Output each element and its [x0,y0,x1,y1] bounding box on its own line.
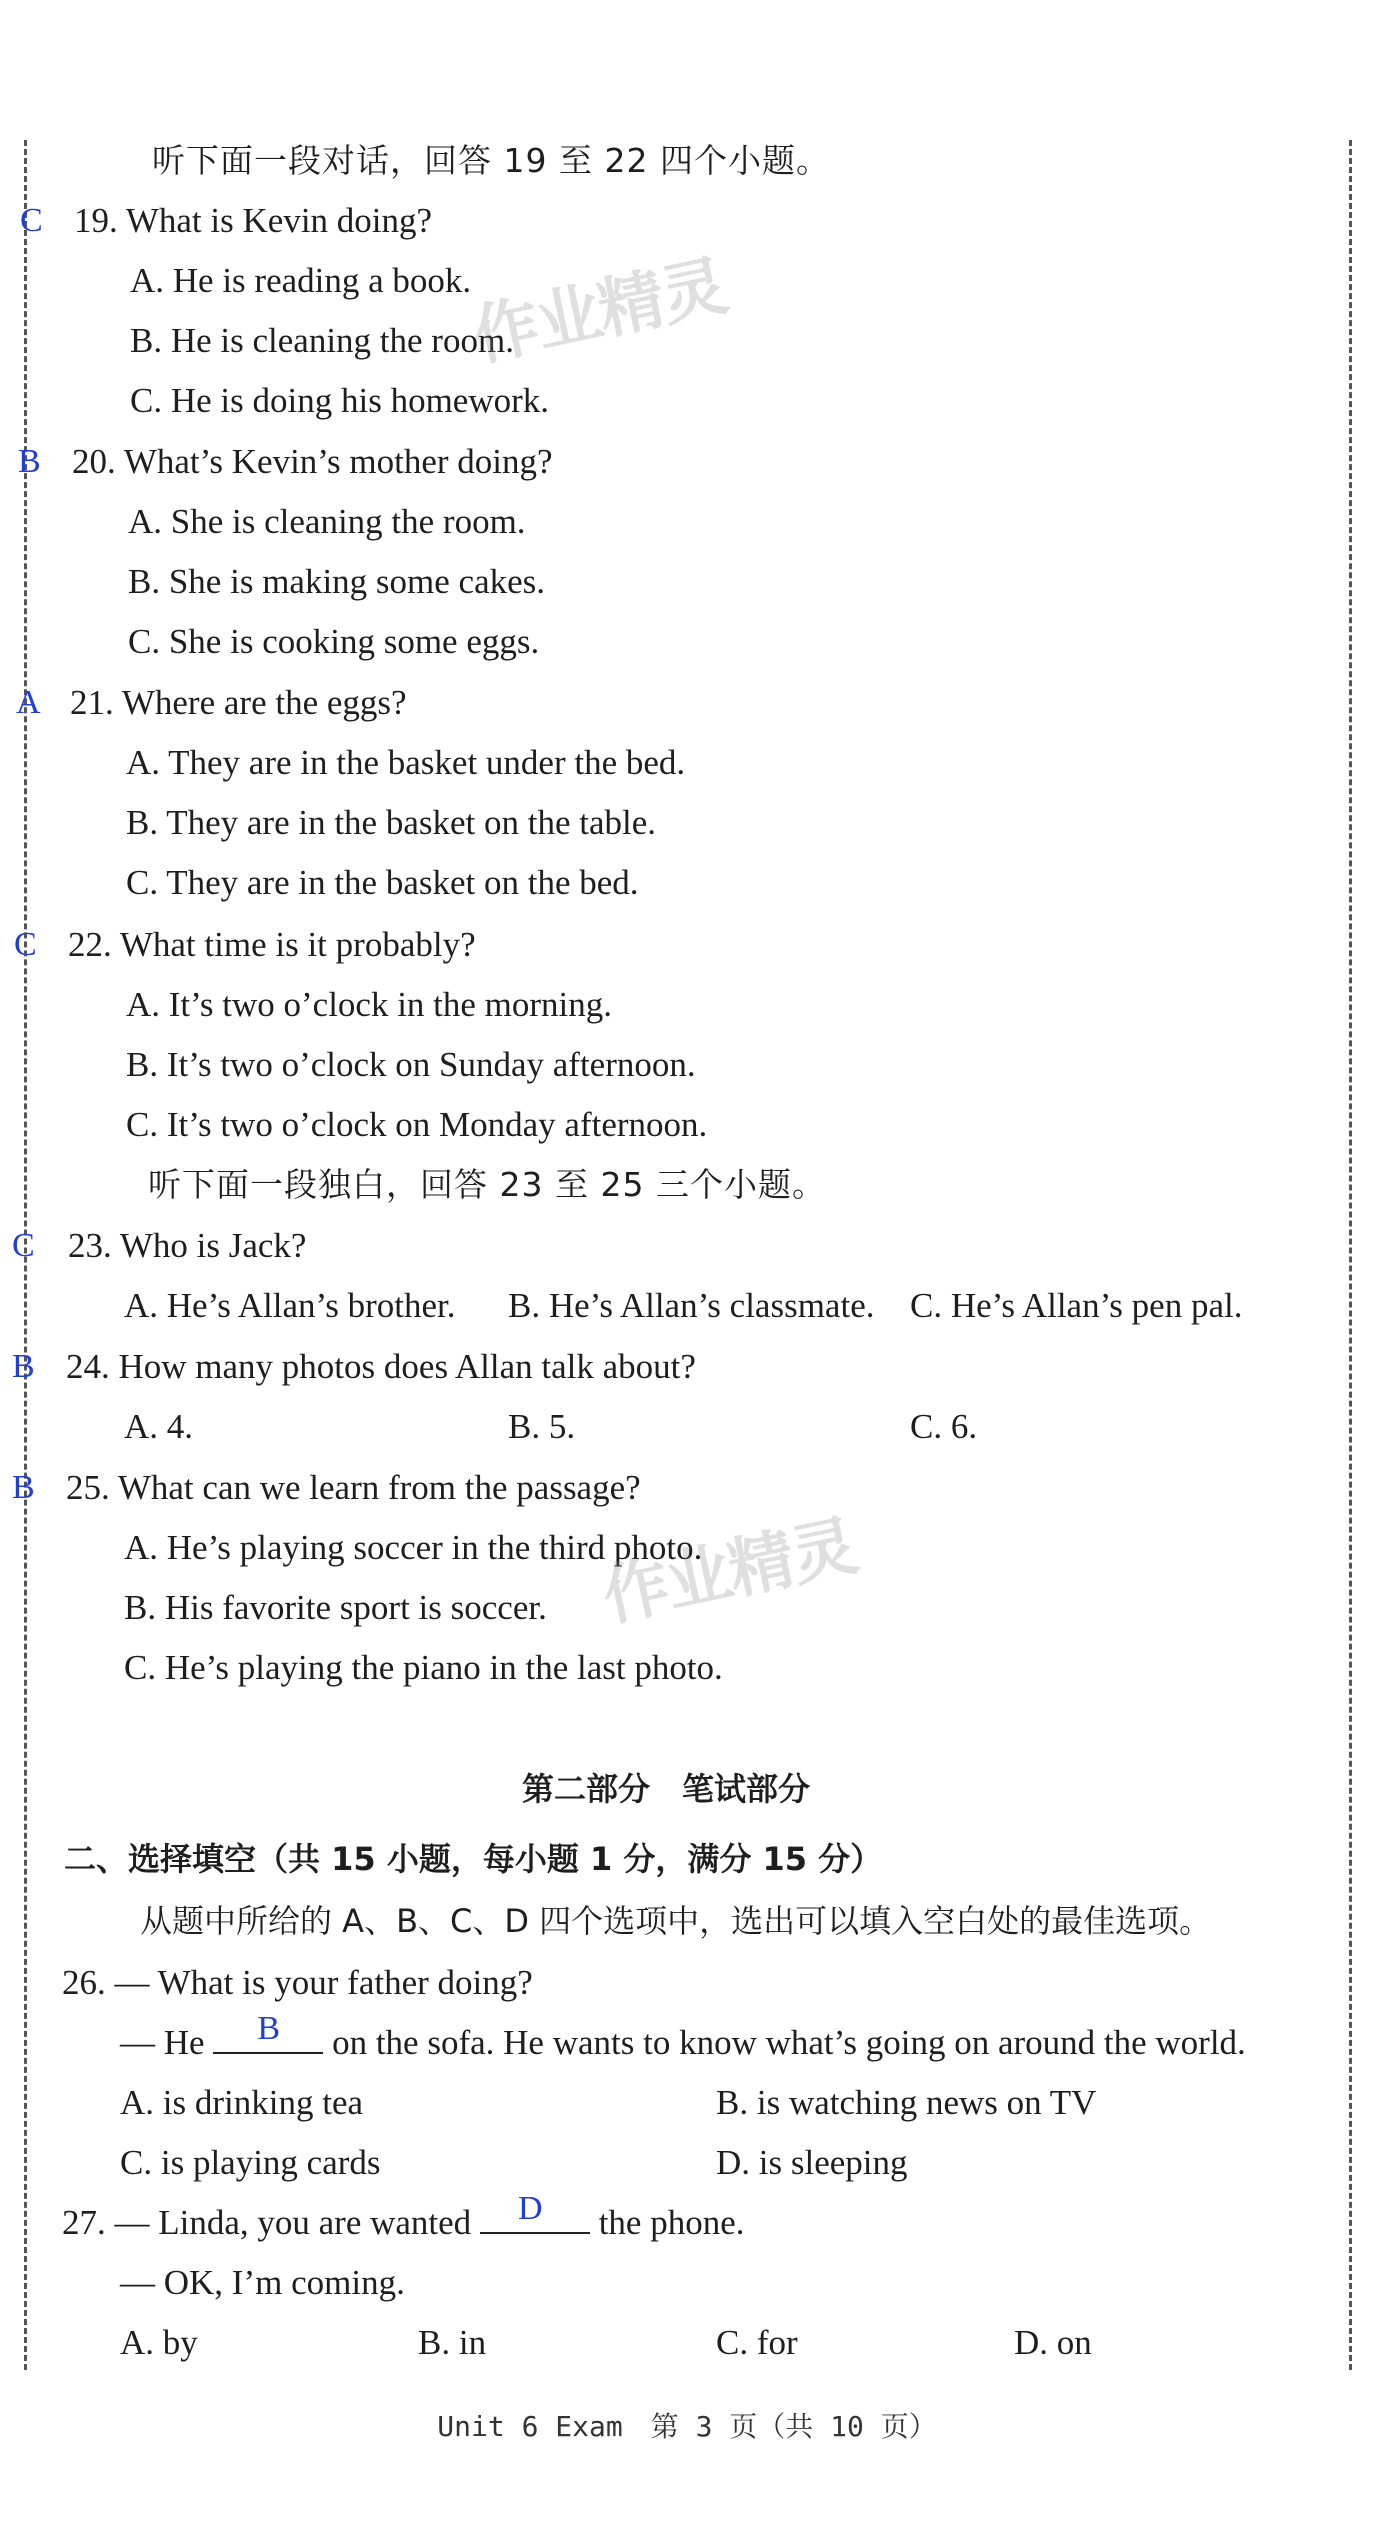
option-27-b: B. in [418,2323,487,2362]
handwritten-answer-22: C [14,926,37,963]
option-27-d: D. on [1014,2323,1092,2362]
option-20-a: A. She is cleaning the room. [128,502,526,541]
handwritten-answer-23: C [12,1227,35,1264]
section-heading: 二、选择填空（共 15 小题，每小题 1 分，满分 15 分） [64,1840,883,1878]
question-23: 23. Who is Jack? [68,1226,307,1265]
question-25: 25. What can we learn from the passage? [66,1468,641,1507]
right-cut-line [1349,140,1352,2370]
option-25-b: B. His favorite sport is soccer. [124,1588,547,1627]
part-two-title: 第二部分 笔试部分 [522,1770,811,1808]
question-27-line-1 [62,2190,745,2244]
option-26-a: A. is drinking tea [120,2083,364,2122]
option-21-b: B. They are in the basket on the table. [126,803,657,842]
option-26-d: D. is sleeping [716,2143,908,2182]
option-19-b: B. He is cleaning the room. [130,321,514,360]
option-24-a: A. 4. [124,1407,194,1446]
q26-suffix: on the sofa. He wants to know what’s going on around the world. [323,2023,1246,2062]
option-20-c: C. She is cooking some eggs. [128,622,540,661]
handwritten-answer-21: A [16,684,41,721]
option-22-c: C. It’s two o’clock on Monday afternoon. [126,1105,708,1144]
question-20: 20. What’s Kevin’s mother doing? [72,442,553,481]
option-27-c: C. for [716,2323,798,2362]
q27-suffix: the phone. [589,2203,745,2242]
question-26-line-1: 26. — What is your father doing? [62,1963,533,2002]
q26-blank [213,2010,323,2054]
option-21-c: C. They are in the basket on the bed. [126,863,639,902]
question-26-line-2 [120,2010,1246,2064]
option-22-a: A. It’s two o’clock in the morning. [126,985,613,1024]
handwritten-answer-27: D [517,2190,543,2227]
watermark-logo-top: 作业精灵 [466,247,733,376]
watermark-logo-bottom: 作业精灵 [596,1507,863,1636]
option-27-a: A. by [120,2323,198,2362]
option-19-c: C. He is doing his homework. [130,381,550,420]
option-23-c: C. He’s Allan’s pen pal. [910,1286,1243,1325]
page-footer: Unit 6 Exam 第 3 页（共 10 页） [437,2410,937,2443]
option-24-c: C. 6. [910,1407,978,1446]
option-25-c: C. He’s playing the piano in the last photo. [124,1648,723,1687]
instruction-19-22: 听下面一段对话，回答 19 至 22 四个小题。 [152,141,830,180]
question-27-line-2: — OK, I’m coming. [120,2263,405,2302]
handwritten-answer-24: B [12,1348,35,1385]
handwritten-answer-25: B [12,1469,35,1506]
instruction-23-25: 听下面一段独白，回答 23 至 25 三个小题。 [148,1165,826,1204]
option-23-a: A. He’s Allan’s brother. [124,1286,456,1325]
q27-blank [480,2190,590,2234]
option-20-b: B. She is making some cakes. [128,562,546,601]
option-24-b: B. 5. [508,1407,576,1446]
option-19-a: A. He is reading a book. [130,261,472,300]
q27-prefix: 27. — Linda, you are wanted [62,2203,480,2242]
question-24: 24. How many photos does Allan talk about? [66,1347,696,1386]
question-19: 19. What is Kevin doing? [74,201,433,240]
option-21-a: A. They are in the basket under the bed. [126,743,686,782]
handwritten-answer-19: C [20,202,43,239]
handwritten-answer-20: B [18,443,41,480]
option-23-b: B. He’s Allan’s classmate. [508,1286,875,1325]
option-26-b: B. is watching news on TV [716,2083,1097,2122]
handwritten-answer-26: B [257,2010,280,2047]
option-25-a: A. He’s playing soccer in the third photo. [124,1528,703,1567]
option-22-b: B. It’s two o’clock on Sunday afternoon. [126,1045,696,1084]
option-26-c: C. is playing cards [120,2143,381,2182]
question-21: 21. Where are the eggs? [70,683,407,722]
section-directions: 从题中所给的 A、B、C、D 四个选项中，选出可以填入空白处的最佳选项。 [140,1902,1212,1940]
question-22: 22. What time is it probably? [68,925,476,964]
q26-prefix: — He [120,2023,214,2062]
